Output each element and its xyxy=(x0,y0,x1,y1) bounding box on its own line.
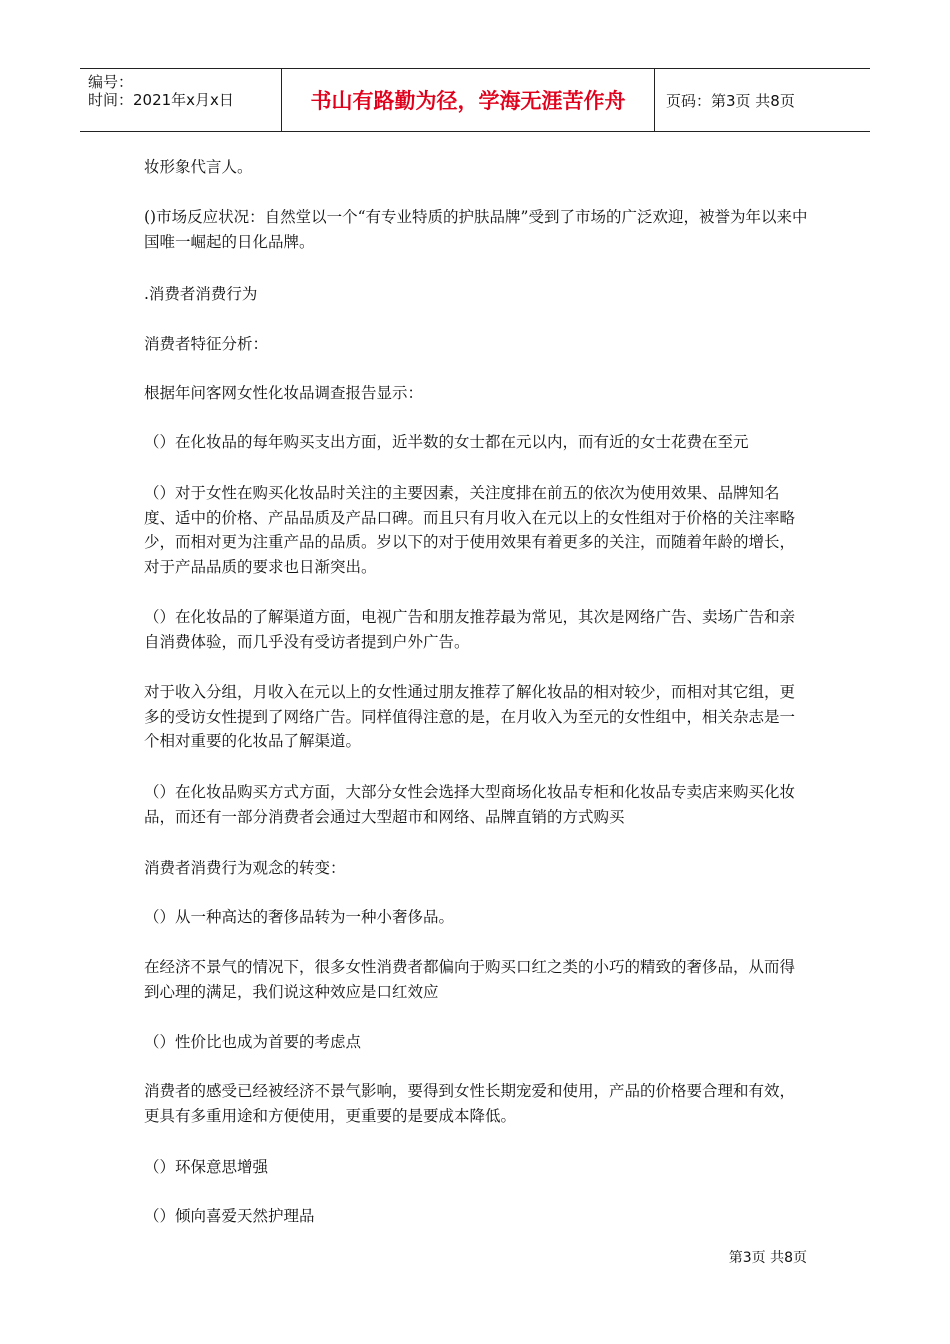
paragraph: 消费者消费行为观念的转变： xyxy=(144,859,346,877)
paragraph: ()市场反应状况：自然堂以一个“有专业特质的护肤品牌”受到了市场的广泛欢迎，被誉为年以来中国唯一崛起的日化品牌。 xyxy=(144,208,808,251)
paragraph: 根据年问客网女性化妆品调查报告显示： xyxy=(144,384,424,402)
list-item: （）在化妆品的了解渠道方面，电视广告和朋友推荐最为常见，其次是网络广告、卖场广告和亲自消费体验，而几乎没有受访者提到户外广告。 xyxy=(144,608,796,651)
list-item: （）性价比也成为首要的考虑点 xyxy=(144,1033,362,1051)
section-heading: .消费者消费行为 xyxy=(144,285,258,303)
paragraph: 消费者的感受已经被经济不景气影响，要得到女性长期宠爱和使用，产品的价格要合理和有效，更具有多重用途和方便使用，更重要的是要成本降低。 xyxy=(144,1082,796,1125)
list-item: （）在化妆品的每年购买支出方面，近半数的女士都在元以内，而有近的女士花费在至元 xyxy=(144,433,749,451)
header-motto: 书山有路勤为径，学海无涯苦作舟 xyxy=(310,89,626,113)
page-header xyxy=(80,68,870,132)
list-item: （）对于女性在购买化妆品时关注的主要因素，关注度排在前五的依次为使用效果、品牌知名度、适中的价格、产品品质及产品口碑。而且只有月收入在元以上的女性组对于价格的关注率略少，而相对更为注重产品的品质。岁以下的对于使用效果有着更多的关注，而随着年龄的增长，对于产品品质的要求也日渐突出。 xyxy=(144,484,796,576)
paragraph: 妆形象代言人。 xyxy=(144,158,253,176)
header-meta xyxy=(88,69,283,131)
page-footer: 第3页 共8页 xyxy=(728,1250,807,1266)
paragraph: 消费者特征分析： xyxy=(144,335,269,353)
doc-time-label: 时间：2021年x月x日 xyxy=(88,91,234,109)
list-item: （）环保意思增强 xyxy=(144,1158,269,1176)
paragraph: 在经济不景气的情况下，很多女性消费者都偏向于购买口红之类的小巧的精致的奢侈品，从而得到心理的满足，我们说这种效应是口红效应 xyxy=(144,958,796,1001)
list-item: （）倾向喜爱天然护理品 xyxy=(144,1207,315,1225)
paragraph: 对于收入分组，月收入在元以上的女性通过朋友推荐了解化妆品的相对较少，而相对其它组，更多的受访女性提到了网络广告。同样值得注意的是，在月收入为至元的女性组中，相关杂志是一个相对重要的化妆品了解渠道。 xyxy=(144,683,796,750)
header-divider xyxy=(654,69,655,131)
doc-number-label: 编号： xyxy=(88,73,134,91)
list-item: （）从一种高达的奢侈品转为一种小奢侈品。 xyxy=(144,908,455,926)
list-item: （）在化妆品购买方式方面，大部分女性会选择大型商场化妆品专柜和化妆品专卖店来购买化妆品，而还有一部分消费者会通过大型超市和网络、品牌直销的方式购买 xyxy=(144,783,796,826)
header-page-number: 页码：第3页 共8页 xyxy=(666,91,795,110)
